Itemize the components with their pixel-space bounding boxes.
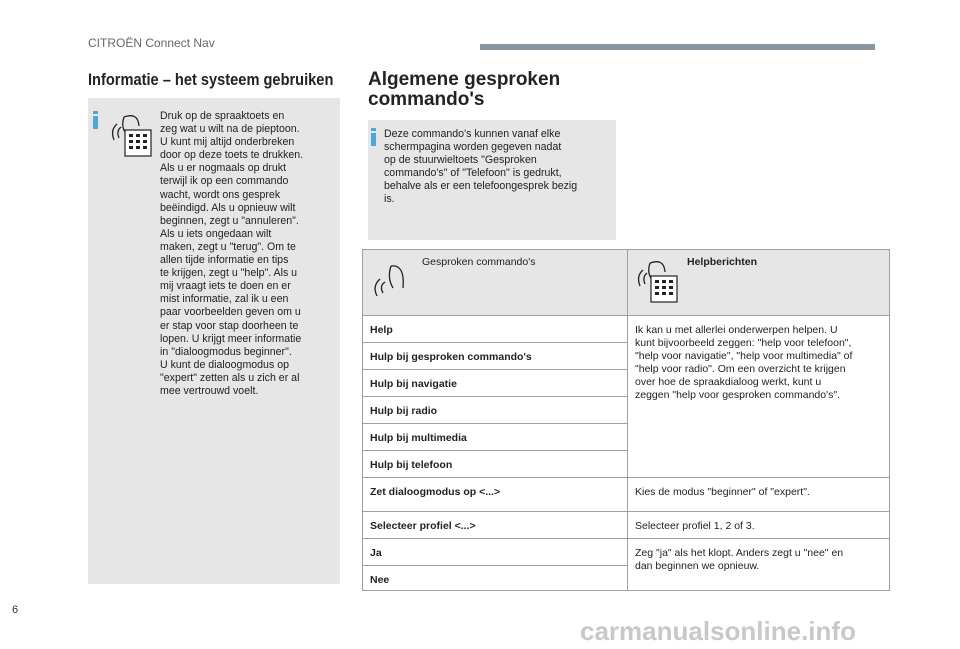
text-line: in "dialoogmodus beginner". [160, 345, 292, 358]
manual-title: CITROËN Connect Nav [88, 36, 215, 50]
table-header-commands [362, 249, 627, 315]
info-icon [93, 111, 98, 129]
text-line: lopen. U krijgt meer informatie [160, 332, 302, 345]
text-line: er stap voor stap doorheen te [160, 319, 299, 332]
text-line: Als u er nogmaals op drukt [160, 162, 287, 175]
watermark: carmanualsonline.info [580, 616, 856, 646]
text-line: beëindigd. Als u opnieuw wilt [160, 201, 296, 214]
table-header-responses [627, 249, 890, 315]
table-border [362, 590, 890, 591]
left-section-heading: Informatie – het systeem gebruiken [88, 70, 334, 89]
response-line: kunt bijvoorbeeld zeggen: "help voor telefoon", [635, 337, 852, 349]
command-text: Hulp bij telefoon [370, 459, 453, 471]
voice-commands-table [362, 249, 890, 591]
command-text: Selecteer profiel <...> [370, 520, 476, 532]
right-info-text [384, 128, 609, 207]
table-cell-response [627, 511, 890, 538]
column-header-responses: Helpberichten [687, 256, 758, 268]
text-line: schermpagina worden gegeven nadat [384, 141, 562, 154]
header-bar [480, 44, 875, 50]
left-info-text [160, 110, 330, 398]
table-cell-response [627, 477, 890, 511]
response-line: "help voor radio". Om een overzicht te krijgen [635, 363, 846, 375]
text-line: op de stuurwieltoets "Gesproken [384, 154, 537, 167]
command-text: Nee [370, 574, 390, 586]
response-line: over hoe de spraakdialoog werkt, kunt u [635, 376, 822, 388]
table-cell-command [362, 477, 627, 511]
text-line: paar voorbeelden geven om u [160, 306, 301, 319]
text-line: Deze commando's kunnen vanaf elke [384, 128, 561, 140]
text-line: mij vraagt iets te doen en er [160, 280, 291, 293]
text-line: door op deze toets te drukken. [160, 149, 304, 162]
info-icon [371, 128, 376, 146]
table-cell-command [362, 342, 627, 369]
table-cell-command [362, 450, 627, 477]
table-cell-response [627, 315, 890, 477]
page-number: 6 [12, 604, 19, 616]
table-cell-command [362, 396, 627, 423]
text-line: terwijl ik op een commando [160, 175, 289, 188]
response-line: Zeg "ja" als het klopt. Anders zegt u "nee" en [635, 547, 844, 559]
voice-keypad-icon [634, 258, 680, 304]
heading-line: commando's [368, 89, 485, 110]
text-line: te krijgen, zegt u "help". Als u [160, 267, 298, 280]
table-cell-command [362, 315, 627, 342]
text-line: is. [384, 193, 395, 206]
table-cell-command [362, 511, 627, 538]
table-border [889, 249, 890, 591]
table-cell-command [362, 369, 627, 396]
text-line: mist informatie, zal ik u een [160, 293, 289, 306]
text-line: commando's" of "Telefoon" is gedrukt, [384, 167, 562, 180]
table-cell-command [362, 538, 627, 565]
response-line: dan beginnen we opnieuw. [635, 560, 760, 572]
text-line: "expert" zetten als u zich er al [160, 371, 300, 384]
command-text: Hulp bij multimedia [370, 432, 467, 444]
text-line: beginnen, zegt u "annuleren". [160, 214, 299, 227]
text-line: behalve als er een telefoongesprek bezig [384, 180, 578, 193]
command-text: Help [370, 324, 393, 336]
table-cell-command [362, 565, 627, 591]
text-line: Als u iets ongedaan wilt [160, 227, 272, 240]
response-line: Ik kan u met allerlei onderwerpen helpen. U [635, 324, 838, 336]
text-line: allen tijde informatie en tips [160, 254, 289, 267]
response-line: Kies de modus "beginner" of "expert". [635, 486, 810, 498]
text-line: maken, zegt u "terug". Om te [160, 240, 296, 253]
table-cell-command [362, 423, 627, 450]
command-text: Hulp bij navigatie [370, 378, 457, 390]
response-line: zeggen "help voor gesproken commando's". [635, 389, 840, 401]
command-text: Zet dialoogmodus op <...> [370, 486, 501, 498]
response-line: Selecteer profiel 1, 2 of 3. [635, 520, 755, 532]
voice-keypad-icon [108, 112, 154, 158]
response-line: "help voor navigatie", "help voor multimedia" of [635, 350, 853, 362]
right-section-heading [368, 70, 608, 110]
text-line: zeg wat u wilt na de pieptoon. [160, 123, 300, 136]
column-header-commands: Gesproken commando's [422, 256, 536, 268]
command-text: Ja [370, 547, 382, 559]
text-line: Druk op de spraaktoets en [160, 110, 285, 122]
text-line: wacht, wordt ons gesprek [160, 188, 281, 201]
text-line: mee vertrouwd voelt. [160, 384, 259, 397]
table-cell-response [627, 538, 890, 591]
command-text: Hulp bij radio [370, 405, 438, 417]
heading-line: Algemene gesproken [368, 69, 561, 90]
voice-command-icon [371, 260, 405, 300]
text-line: U kunt mij altijd onderbreken [160, 136, 295, 149]
command-text: Hulp bij gesproken commando's [370, 351, 532, 363]
text-line: U kunt de dialoogmodus op [160, 358, 289, 371]
